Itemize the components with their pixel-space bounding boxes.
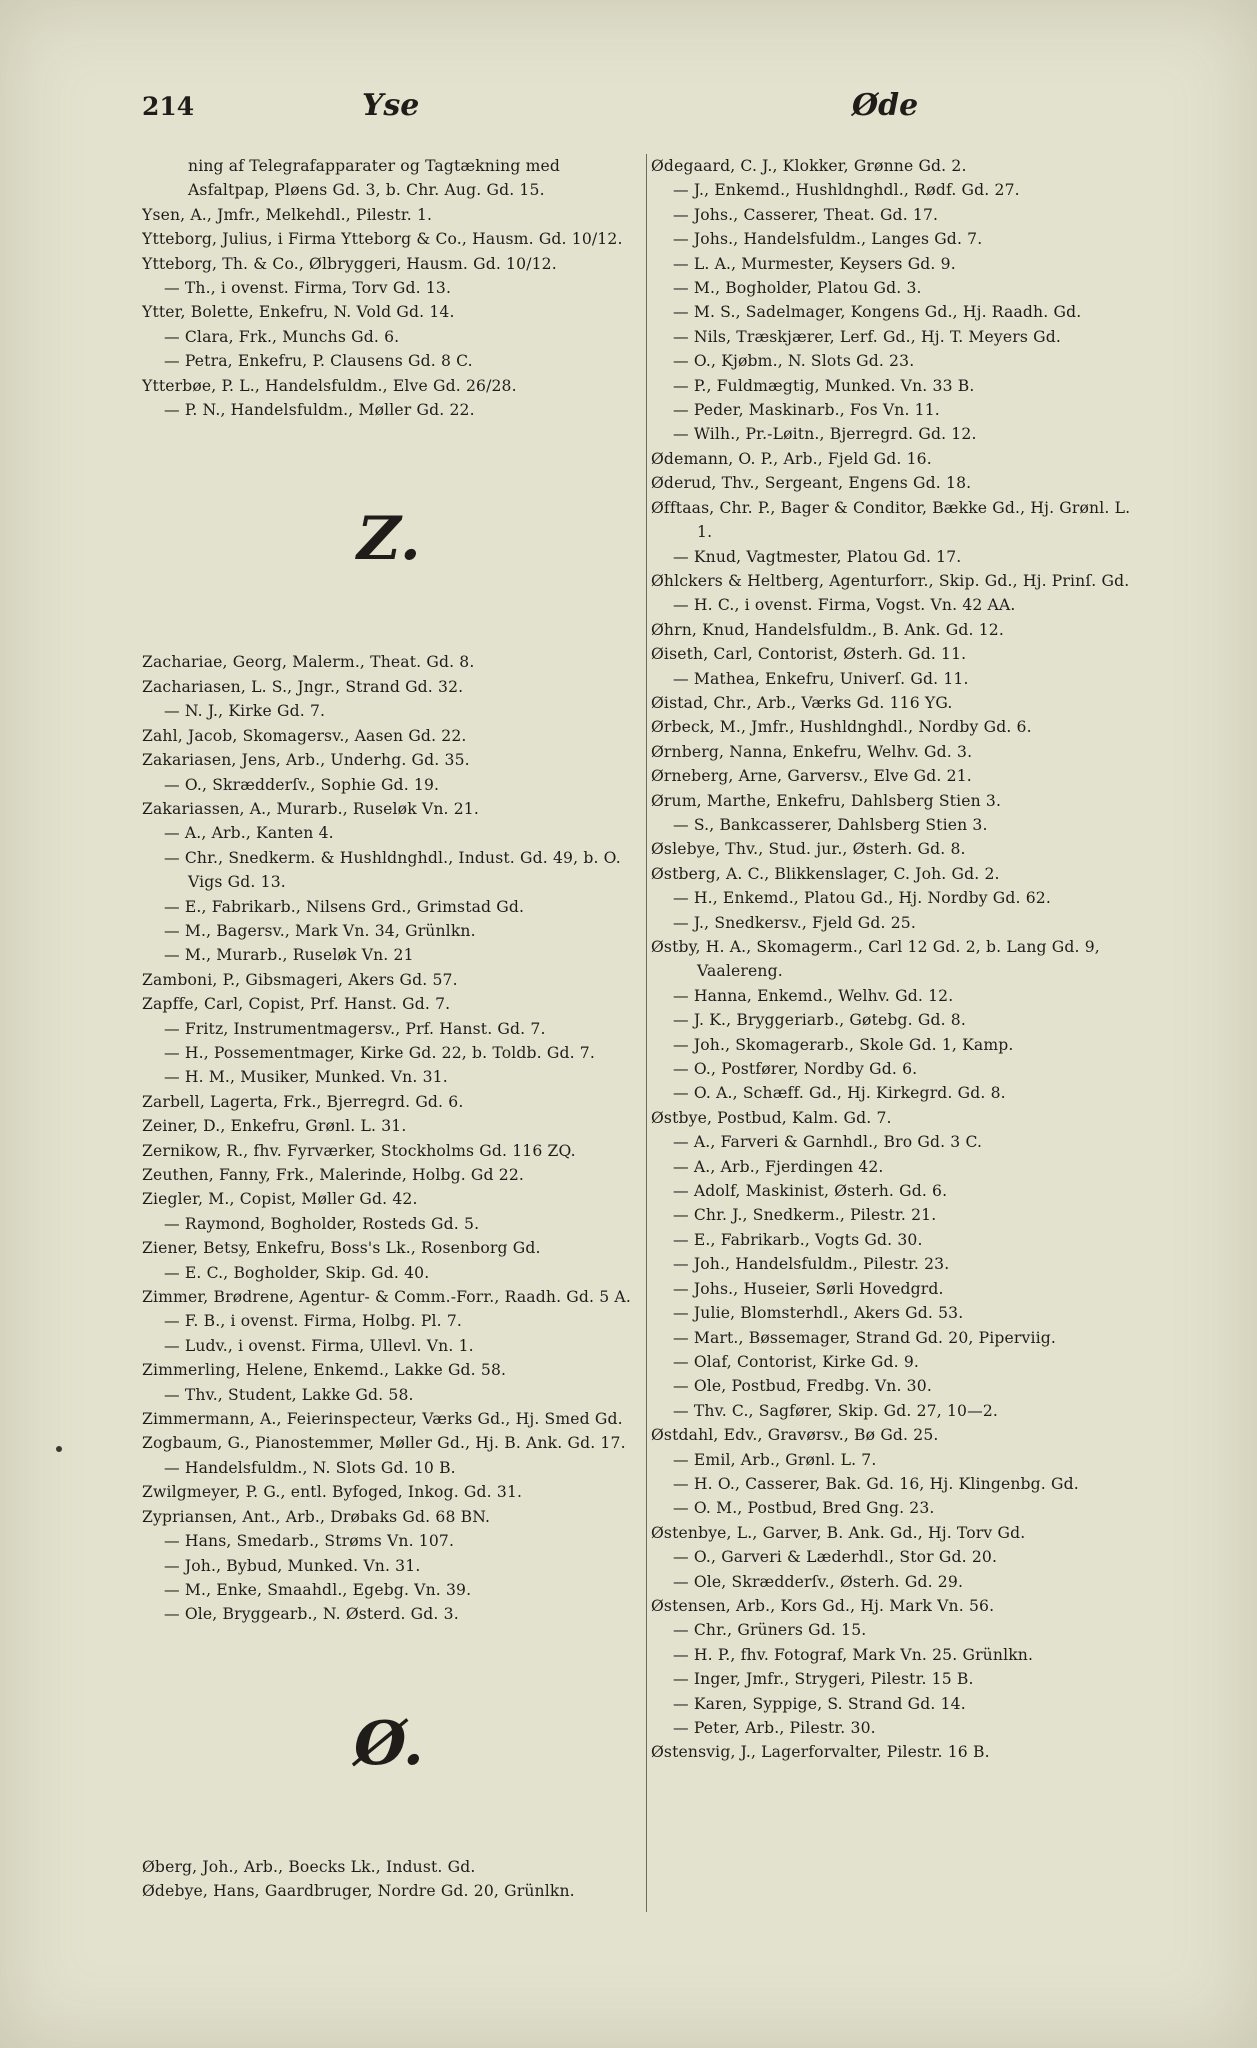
directory-entry: — A., Farveri & Garnhdl., Bro Gd. 3 C.: [673, 1133, 983, 1152]
directory-entry: — Joh., Skomagerarb., Skole Gd. 1, Kamp.: [673, 1035, 1014, 1054]
directory-entry: Østbye, Postbud, Kalm. Gd. 7.: [651, 1108, 892, 1127]
directory-entry: Ysen, A., Jmfr., Melkehdl., Pilestr. 1.: [142, 205, 433, 224]
directory-entry: Ørnberg, Nanna, Enkefru, Welhv. Gd. 3.: [651, 742, 973, 761]
directory-entry: — J., Enkemd., Hushldnghdl., Rødf. Gd. 27.: [673, 181, 1020, 200]
directory-entry: Østensen, Arb., Kors Gd., Hj. Mark Vn. 56.: [651, 1596, 995, 1615]
directory-entry: Ørneberg, Arne, Garversv., Elve Gd. 21.: [651, 767, 972, 786]
directory-entry: Østby, H. A., Skomagerm., Carl 12 Gd. 2, b. Lang Gd. 9, Vaalereng.: [651, 938, 1100, 981]
directory-entry: Østensvig, J., Lagerforvalter, Pilestr. 16 B.: [651, 1743, 990, 1762]
directory-entry: Zeiner, D., Enkefru, Grønl. L. 31.: [142, 1117, 407, 1136]
directory-entry: Zypriansen, Ant., Arb., Drøbaks Gd. 68 BN.: [142, 1507, 491, 1526]
directory-entry: Ødemann, O. P., Arb., Fjeld Gd. 16.: [651, 449, 932, 468]
directory-entry: — S., Bankcasserer, Dahlsberg Stien 3.: [673, 815, 988, 834]
directory-entry: — H., Possementmager, Kirke Gd. 22, b. Toldb. Gd. 7.: [164, 1043, 595, 1062]
directory-entry: — Thv. C., Sagfører, Skip. Gd. 27, 10—2.: [673, 1401, 999, 1420]
directory-entry: Ytter, Bolette, Enkefru, N. Vold Gd. 14.: [142, 303, 455, 322]
directory-entry: Zimmermann, A., Feierinspecteur, Værks Gd., Hj. Smed Gd.: [142, 1410, 623, 1429]
directory-entry: Ørbeck, M., Jmfr., Hushldnghdl., Nordby Gd. 6.: [651, 718, 1032, 737]
directory-entry: Zimmer, Brødrene, Agentur- & Comm.-Forr., Raadh. Gd. 5 A.: [142, 1288, 631, 1307]
directory-entry: — M., Bagersv., Mark Vn. 34, Grünlkn.: [164, 921, 476, 940]
directory-entry: — H., Enkemd., Platou Gd., Hj. Nordby Gd. 62.: [673, 889, 1051, 908]
directory-entry: Zapffe, Carl, Copist, Prf. Hanst. Gd. 7.: [142, 995, 451, 1014]
directory-entry: Ziener, Betsy, Enkefru, Boss's Lk., Rosenborg Gd.: [142, 1239, 541, 1258]
directory-entry: — O., Garveri & Læderhdl., Stor Gd. 20.: [673, 1548, 998, 1567]
directory-entry: — Mathea, Enkefru, Univerſ. Gd. 11.: [673, 669, 969, 688]
directory-entry: — J., Snedkersv., Fjeld Gd. 25.: [673, 913, 916, 932]
directory-entry: — O. A., Schæff. Gd., Hj. Kirkegrd. Gd. 8.: [673, 1084, 1006, 1103]
directory-entry: Øfftaas, Chr. P., Bager & Conditor, Bække Gd., Hj. Grønl. L. 1.: [651, 498, 1131, 542]
directory-entry: — M., Murarb., Ruseløk Vn. 21: [164, 946, 414, 965]
directory-entry: — Chr. J., Snedkerm., Pilestr. 21.: [673, 1206, 937, 1225]
directory-entry: — Fritz, Instrumentmagersv., Prf. Hanst. Gd. 7.: [164, 1019, 546, 1038]
directory-entry: — P. N., Handelsfuldm., Møller Gd. 22.: [164, 401, 475, 420]
directory-entry: — Ole, Skrædderſv., Østerh. Gd. 29.: [673, 1572, 964, 1591]
directory-entry: — P., Fuldmægtig, Munked. Vn. 33 B.: [673, 376, 975, 395]
directory-entry: — Ole, Postbud, Fredbg. Vn. 30.: [673, 1377, 932, 1396]
margin-mark: [56, 1446, 62, 1452]
page-number: 214: [142, 92, 195, 121]
directory-entry: — M. S., Sadelmager, Kongens Gd., Hj. Raadh. Gd.: [673, 303, 1082, 322]
directory-entry: — Johs., Casserer, Theat. Gd. 17.: [673, 205, 939, 224]
directory-entry: — N. J., Kirke Gd. 7.: [164, 702, 326, 721]
directory-entry: — H. P., fhv. Fotograf, Mark Vn. 25. Grünlkn.: [673, 1645, 1034, 1664]
directory-entry: Zimmerling, Helene, Enkemd., Lakke Gd. 58.: [142, 1361, 507, 1380]
column-divider: [646, 154, 647, 1912]
directory-entry: — Thv., Student, Lakke Gd. 58.: [164, 1385, 414, 1404]
directory-entry: — Olaf, Contorist, Kirke Gd. 9.: [673, 1352, 919, 1371]
directory-entry: — Hans, Smedarb., Strøms Vn. 107.: [164, 1532, 455, 1551]
directory-entry: — H. O., Casserer, Bak. Gd. 16, Hj. Klingenbg. Gd.: [673, 1474, 1079, 1493]
directory-entry: — Ole, Bryggearb., N. Østerd. Gd. 3.: [164, 1605, 459, 1624]
directory-entry: Ødegaard, C. J., Klokker, Grønne Gd. 2.: [651, 157, 967, 175]
directory-entry: Ytteborg, Julius, i Firma Ytteborg & Co., Hausm. Gd. 10/12.: [142, 230, 623, 249]
directory-entry: Zamboni, P., Gibsmageri, Akers Gd. 57.: [142, 970, 458, 989]
directory-entry: — O., Kjøbm., N. Slots Gd. 23.: [673, 352, 915, 371]
directory-entry: — Handelsfuldm., N. Slots Gd. 10 B.: [164, 1458, 456, 1477]
directory-entry: ning af Telegrafapparater og Tagtækning med Asfaltpap, Pløens Gd. 3, b. Chr. Aug. Gd. 15.: [188, 157, 561, 200]
directory-entry: — Peder, Maskinarb., Fos Vn. 11.: [673, 401, 940, 420]
directory-entry: — H. M., Musiker, Munked. Vn. 31.: [164, 1068, 448, 1087]
directory-entry: — Petra, Enkefru, P. Clausens Gd. 8 C.: [164, 352, 473, 371]
left-running-head: Yse: [362, 88, 420, 123]
directory-entry: Østenbye, L., Garver, B. Ank. Gd., Hj. Torv Gd.: [651, 1523, 1026, 1542]
directory-entry: — Joh., Bybud, Munked. Vn. 31.: [164, 1556, 421, 1575]
directory-entry: Zakariassen, A., Murarb., Ruseløk Vn. 21.: [142, 799, 479, 818]
directory-entry: Zarbell, Lagerta, Frk., Bjerregrd. Gd. 6.: [142, 1092, 464, 1111]
directory-entry: — L. A., Murmester, Keysers Gd. 9.: [673, 254, 956, 273]
directory-entry: — Karen, Syppige, S. Strand Gd. 14.: [673, 1694, 966, 1713]
section-letter: Z.: [357, 504, 421, 575]
directory-entry: — J. K., Bryggeriarb., Gøtebg. Gd. 8.: [673, 1011, 966, 1030]
directory-entry: — A., Arb., Fjerdingen 42.: [673, 1157, 884, 1176]
directory-entry: Øhlckers & Heltberg, Agenturforr., Skip. Gd., Hj. Prinſ. Gd.: [651, 571, 1130, 590]
directory-entry: Ørum, Marthe, Enkefru, Dahlsberg Stien 3.: [651, 791, 1002, 810]
directory-entry: — O., Postfører, Nordby Gd. 6.: [673, 1060, 918, 1079]
directory-entry: Zernikow, R., fhv. Fyrværker, Stockholms Gd. 116 ZQ.: [142, 1141, 576, 1160]
directory-entry: — Inger, Jmfr., Strygeri, Pilestr. 15 B.: [673, 1670, 974, 1689]
directory-entry: — O. M., Postbud, Bred Gng. 23.: [673, 1499, 935, 1518]
directory-entry: Øiseth, Carl, Contorist, Østerh. Gd. 11.: [651, 645, 967, 664]
directory-entry: Ziegler, M., Copist, Møller Gd. 42.: [142, 1190, 418, 1209]
page-header: [142, 88, 1137, 132]
directory-entry: Østdahl, Edv., Gravørsv., Bø Gd. 25.: [651, 1426, 939, 1445]
directory-entry: — H. C., i ovenst. Firma, Vogst. Vn. 42 AA.: [673, 596, 1016, 615]
right-column: [651, 154, 1145, 2014]
directory-entry: — Knud, Vagtmester, Platou Gd. 17.: [673, 547, 962, 566]
directory-entry: Zahl, Jacob, Skomagersv., Aasen Gd. 22.: [142, 726, 467, 745]
directory-entry: — Chr., Grüners Gd. 15.: [673, 1621, 867, 1640]
directory-entry: — Adolf, Maskinist, Østerh. Gd. 6.: [673, 1182, 948, 1201]
directory-entry: Øhrn, Knud, Handelsfuldm., B. Ank. Gd. 12.: [651, 620, 1004, 639]
directory-entry: Zachariasen, L. S., Jngr., Strand Gd. 32.: [142, 677, 464, 696]
directory-entry: — E. C., Bogholder, Skip. Gd. 40.: [164, 1263, 430, 1282]
directory-entry: — Emil, Arb., Grønl. L. 7.: [673, 1450, 877, 1469]
directory-entry: — Johs., Huseier, Sørli Hovedgrd.: [673, 1279, 944, 1298]
directory-entry: — Joh., Handelsfuldm., Pilestr. 23.: [673, 1255, 950, 1274]
directory-entry: Zeuthen, Fanny, Frk., Malerinde, Holbg. Gd 22.: [142, 1166, 525, 1184]
directory-entry: Ytterbøe, P. L., Handelsfuldm., Elve Gd. 26/28.: [142, 376, 517, 395]
directory-entry: Øslebye, Thv., Stud. jur., Østerh. Gd. 8.: [651, 840, 966, 859]
directory-entry: — Peter, Arb., Pilestr. 30.: [673, 1719, 876, 1737]
directory-entry: — Julie, Blomsterhdl., Akers Gd. 53.: [673, 1304, 964, 1323]
directory-entry: Zakariasen, Jens, Arb., Underhg. Gd. 35.: [142, 751, 470, 770]
directory-entry: — Th., i ovenst. Firma, Torv Gd. 13.: [164, 279, 452, 298]
directory-entry: Ytteborg, Th. & Co., Ølbryggeri, Hausm. Gd. 10/12.: [142, 254, 557, 273]
directory-entry: — Hanna, Enkemd., Welhv. Gd. 12.: [673, 986, 954, 1005]
directory-entry: — F. B., i ovenst. Firma, Holbg. Pl. 7.: [164, 1312, 463, 1331]
directory-entry: Øderud, Thv., Sergeant, Engens Gd. 18.: [651, 474, 972, 493]
left-column: [142, 154, 636, 2014]
directory-entry: — Raymond, Bogholder, Rosteds Gd. 5.: [164, 1214, 480, 1233]
directory-entry: Zachariae, Georg, Malerm., Theat. Gd. 8.: [142, 653, 475, 672]
directory-entry: — Wilh., Pr.-Løitn., Bjerregrd. Gd. 12.: [673, 425, 977, 444]
directory-entry: — A., Arb., Kanten 4.: [164, 824, 334, 843]
directory-entry: — E., Fabrikarb., Vogts Gd. 30.: [673, 1230, 923, 1249]
directory-entry: Østberg, A. C., Blikkenslager, C. Joh. Gd. 2.: [651, 864, 1000, 883]
directory-entry: — Ludv., i ovenst. Firma, Ullevl. Vn. 1.: [164, 1336, 474, 1355]
directory-entry: — Mart., Bøssemager, Strand Gd. 20, Piperviig.: [673, 1328, 1056, 1347]
directory-entry: Zogbaum, G., Pianostemmer, Møller Gd., Hj. B. Ank. Gd. 17.: [142, 1434, 626, 1453]
directory-entry: — M., Enke, Smaahdl., Egebg. Vn. 39.: [164, 1580, 472, 1599]
directory-entry: — Chr., Snedkerm. & Hushldnghdl., Indust. Gd. 49, b. O. Vigs Gd. 13.: [164, 848, 621, 892]
directory-entry: Øberg, Joh., Arb., Boecks Lk., Indust. Gd.: [142, 1857, 476, 1876]
directory-entry: — E., Fabrikarb., Nilsens Grd., Grimstad Gd.: [164, 897, 525, 916]
directory-entry: Zwilgmeyer, P. G., entl. Byfoged, Inkog. Gd. 31.: [142, 1483, 523, 1502]
directory-entry: Ødebye, Hans, Gaardbruger, Nordre Gd. 20, Grünlkn.: [142, 1882, 575, 1901]
directory-entry: — M., Bogholder, Platou Gd. 3.: [673, 279, 922, 298]
right-running-head: Øde: [852, 88, 919, 123]
directory-entry: Øistad, Chr., Arb., Værks Gd. 116 YG.: [651, 693, 953, 712]
directory-entry: — Nils, Træskjærer, Lerf. Gd., Hj. T. Meyers Gd.: [673, 327, 1061, 346]
directory-entry: — Johs., Handelsfuldm., Langes Gd. 7.: [673, 230, 983, 249]
directory-entry: — Clara, Frk., Munchs Gd. 6.: [164, 327, 400, 346]
directory-entry: — O., Skrædderſv., Sophie Gd. 19.: [164, 775, 440, 794]
section-letter: Ø.: [354, 1708, 424, 1779]
